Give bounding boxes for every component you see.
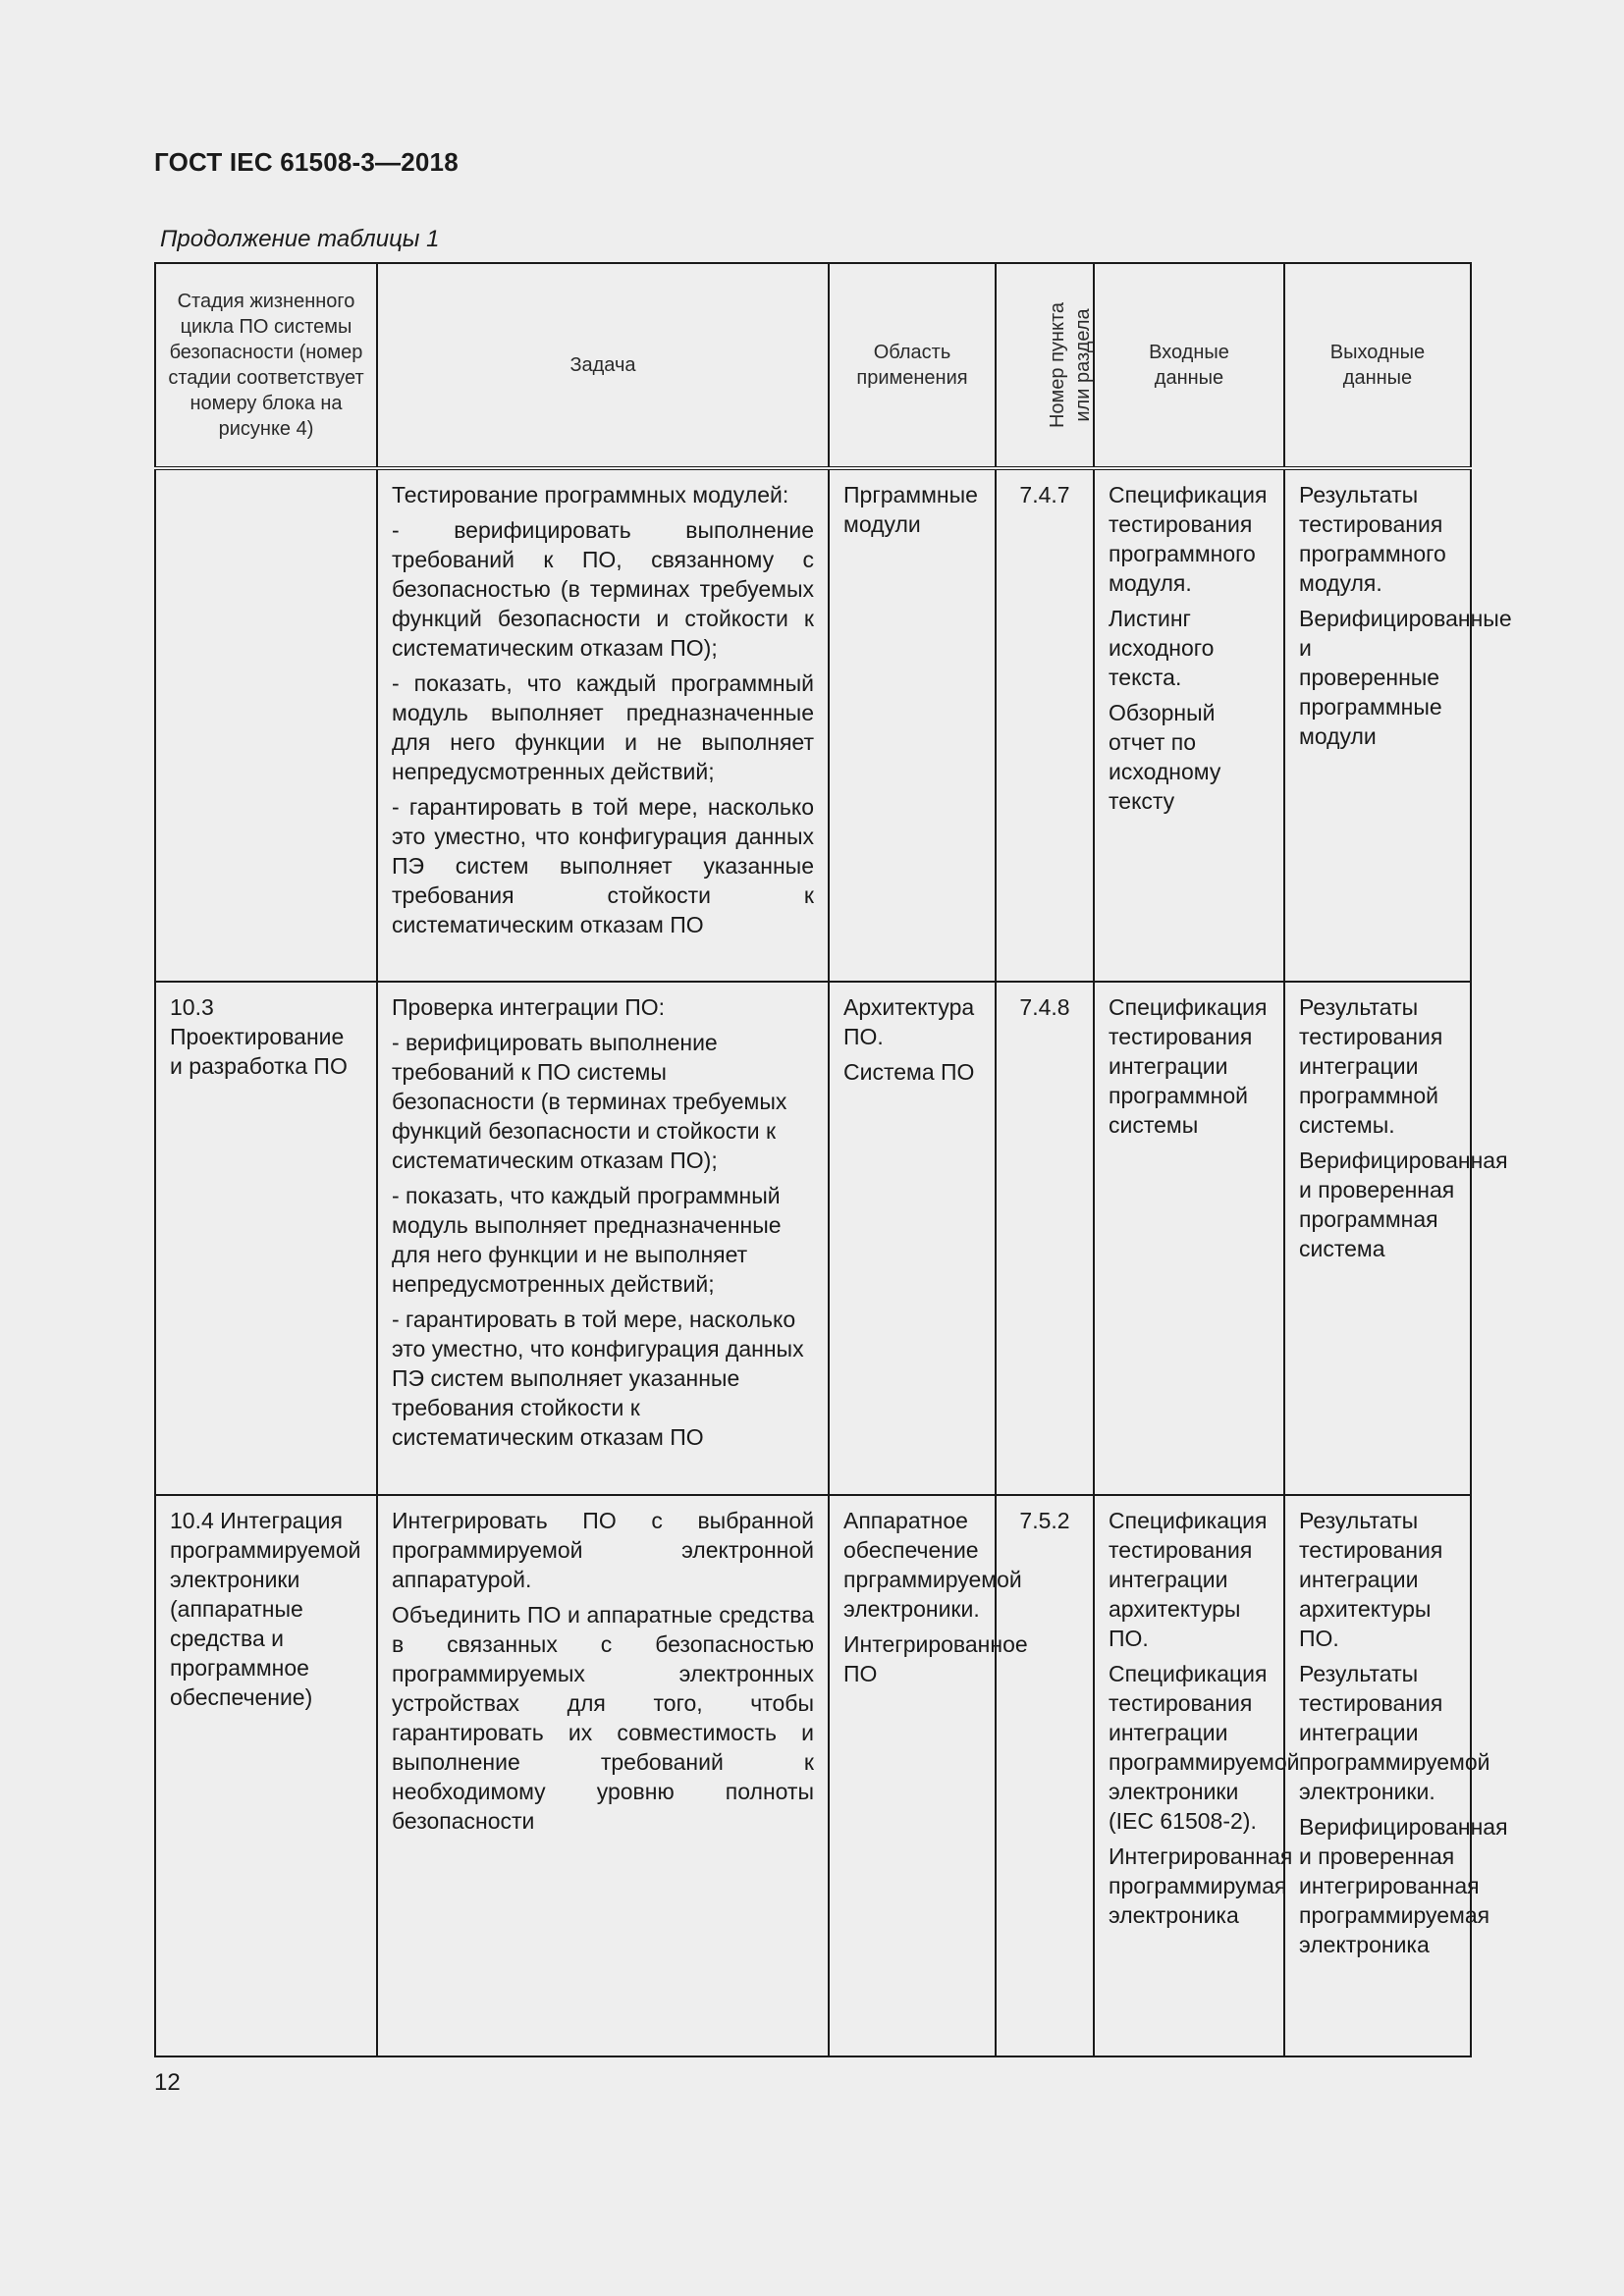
header-scope: Область применения [829,263,996,468]
clause-cell: 7.4.7 [996,468,1094,982]
page-number: 12 [154,2069,181,2096]
task-cell: Тестирование программных модулей: - верифицировать выполнение требований к ПО, связанному с безопасностью (в терминах требуемых функций безопасности и стойкости к систематическим отказам ПО); - показать, что каждый программный модуль выполняет предназначенные для него функции и не выполняет непредусмотренных действий; - гарантировать в той мере, насколько это уместно, что конфигурация данных ПЭ систем выполняет указанные требования стойкости к систематическим отказам ПО [377,468,829,982]
lifecycle-table [154,262,1512,2057]
table-row [155,1495,1471,2056]
outputs-cell: Результаты тестирования интеграции архитектуры ПО. Результаты тестирования интеграции программируемой электроники. Верифицированная и проверенная интегрированная программируемая электроника [1284,1495,1471,2056]
outputs-cell: Результаты тестирования программного модуля. Верифицированные и проверенные программные модули [1284,468,1471,982]
table-row [155,982,1471,1495]
stage-cell: 10.3 Проектирование и разработка ПО [155,982,377,1495]
task-cell: Интегрировать ПО с выбранной программируемой электронной аппаратурой. Объединить ПО и аппаратные средства в связанных с безопасностью программируемых электронных устройствах для того, чтобы гарантировать их совместимость и выполнение требований к необходимому уровню полноты безопасности [377,1495,829,2056]
task-cell: Проверка интеграции ПО: - верифицировать выполнение требований к ПО системы безопасности (в терминах требуемых функций безопасности и стойкости к систематическим отказам ПО); - показать, что каждый программный модуль выполняет предназначенные для него функции и не выполняет непредусмотренных действий; - гарантировать в той мере, насколько это уместно, что конфигурация данных ПЭ систем выполняет указанные требования стойкости к систематическим отказам ПО [377,982,829,1495]
clause-cell: 7.4.8 [996,982,1094,1495]
document-header: ГОСТ IEC 61508-3—2018 [154,147,459,177]
table-header-row [155,263,1471,468]
header-stage: Стадия жизненного цикла ПО системы безопасности (номер стадии соответствует номеру блока на рисунке 4) [155,263,377,468]
header-outputs: Выходные данные [1284,263,1471,468]
table-caption: Продолжение таблицы 1 [160,226,440,252]
outputs-cell: Результаты тестирования интеграции программной системы. Верифицированная и проверенная программная система [1284,982,1471,1495]
inputs-cell: Спецификация тестирования программного модуля. Листинг исходного текста. Обзорный отчет по исходному тексту [1094,468,1284,982]
clause-cell: 7.5.2 [996,1495,1094,2056]
header-task: Задача [377,263,829,468]
inputs-cell: Спецификация тестирования интеграции архитектуры ПО. Спецификация тестирования интеграции программируемой электроники (IEC 61508-2). Интегрированная программирумая электроника [1094,1495,1284,2056]
header-inputs: Входные данные [1094,263,1284,468]
scope-cell: Архитектура ПО. Система ПО [829,982,996,1495]
scope-cell: Прграммные модули [829,468,996,982]
stage-cell: 10.4 Интеграция программируемой электроники (аппаратные средства и программное обеспечение) [155,1495,377,2056]
table-row [155,468,1471,982]
header-clause: Номер пункта или раздела [996,263,1094,468]
scope-cell: Аппаратное обеспечение прграммируемой электроники. Интегрированное ПО [829,1495,996,2056]
stage-cell [155,468,377,982]
inputs-cell: Спецификация тестирования интеграции программной системы [1094,982,1284,1495]
